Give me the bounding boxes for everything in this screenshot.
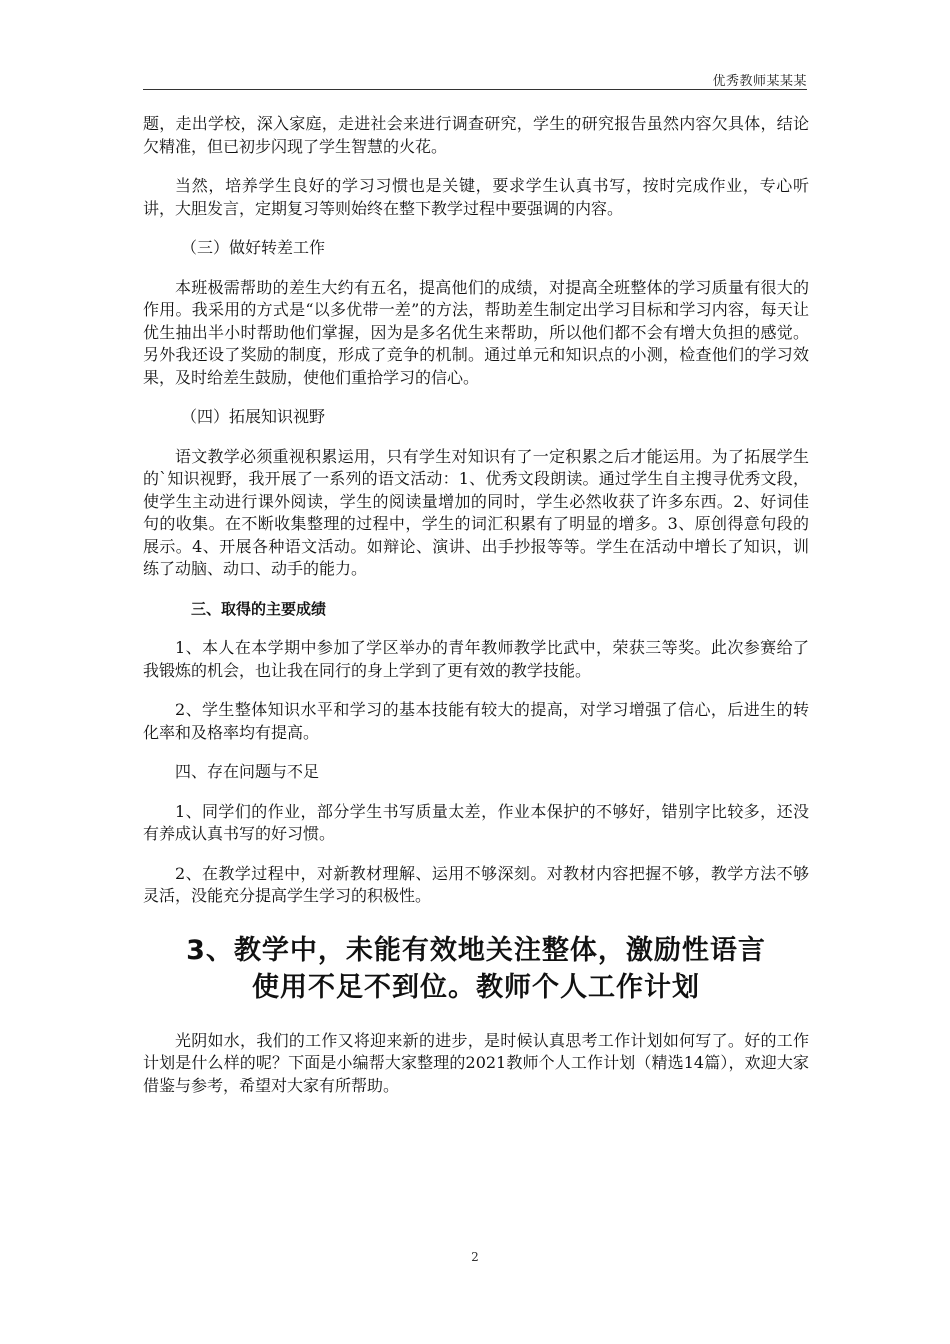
paragraph: 语文教学必须重视积累运用，只有学生对知识有了一定积累之后才能运用。为了拓展学生的`知识视野，我开展了一系列的语文活动：1、优秀文段朗读。通过学生自主搜寻优秀文段，使学生主动进行课外阅读，学生的阅读量增加的同时，学生必然收获了许多东西。2、好词佳句的收集。在不断收集整理的过程中，学生的词汇积累有了明显的增多。3、原创得意句段的展示。4、开展各种语文活动。如辩论、演讲、出手抄报等等。学生在活动中增长了知识，训练了动脑、动口、动手的能力。: [143, 446, 809, 578]
paragraph: 当然，培养学生良好的学习习惯也是关键，要求学生认真书写，按时完成作业，专心听讲，大胆发言，定期复习等则始终在整下教学过程中要强调的内容。: [143, 176, 809, 218]
paragraph: 1、本人在本学期中参加了学区举办的青年教师教学比武中，荣获三等奖。此次参赛给了我锻炼的机会，也让我在同行的身上学到了更有效的教学技能。: [143, 638, 809, 680]
paragraph: 本班极需帮助的差生大约有五名，提高他们的成绩，对提高全班整体的学习质量有很大的作用。我采用的方式是“以多优带一差”的方法，帮助差生制定出学习目标和学习内容，每天让优生抽出半小时帮助他们掌握，因为是多名优生来帮助，所以他们都不会有增大负担的感觉。另外我还设了奖励的制度，形成了竞争的机制。通过单元和知识点的小测，检查他们的学习效果，及时给差生鼓励，使他们重拾学习的信心。: [143, 277, 809, 387]
title-line: 3、教学中，未能有效地关注整体，激励性语言: [186, 934, 766, 966]
paragraph: 题，走出学校，深入家庭，走进社会来进行调查研究，学生的研究报告虽然内容欠具体，结论欠精准，但已初步闪现了学生智慧的火花。: [143, 114, 809, 156]
section-heading: 四、存在问题与不足: [175, 762, 320, 781]
header-author: 优秀教师某某某: [712, 74, 807, 89]
subheading: （三）做好转差工作: [181, 238, 326, 257]
paragraph: 2、学生整体知识水平和学习的基本技能有较大的提高，对学习增强了信心，后进生的转化率和及格率均有提高。: [143, 700, 809, 742]
paragraph: 光阴如水，我们的工作又将迎来新的进步，是时候认真思考工作计划如何写了。好的工作计划是什么样的呢？下面是小编帮大家整理的2021教师个人工作计划（精选14篇），欢迎大家借鉴与参考，希望对大家有所帮助。: [143, 1030, 809, 1095]
header-divider: [143, 89, 807, 90]
document-body: [143, 113, 809, 1114]
paragraph: 2、在教学过程中，对新教材理解、运用不够深刻。对教材内容把握不够，教学方法不够灵活，没能充分提高学生学习的积极性。: [143, 863, 809, 905]
page-number: 2: [471, 1250, 479, 1264]
section-heading: 三、取得的主要成绩: [191, 599, 327, 618]
subheading: （四）拓展知识视野: [181, 407, 326, 426]
title-line: 使用不足不到位。教师个人工作计划: [252, 971, 700, 1003]
paragraph: 1、同学们的作业，部分学生书写质量太差，作业本保护的不够好，错别字比较多，还没有养成认真书写的好习惯。: [143, 801, 809, 843]
article-title: [143, 932, 809, 1006]
